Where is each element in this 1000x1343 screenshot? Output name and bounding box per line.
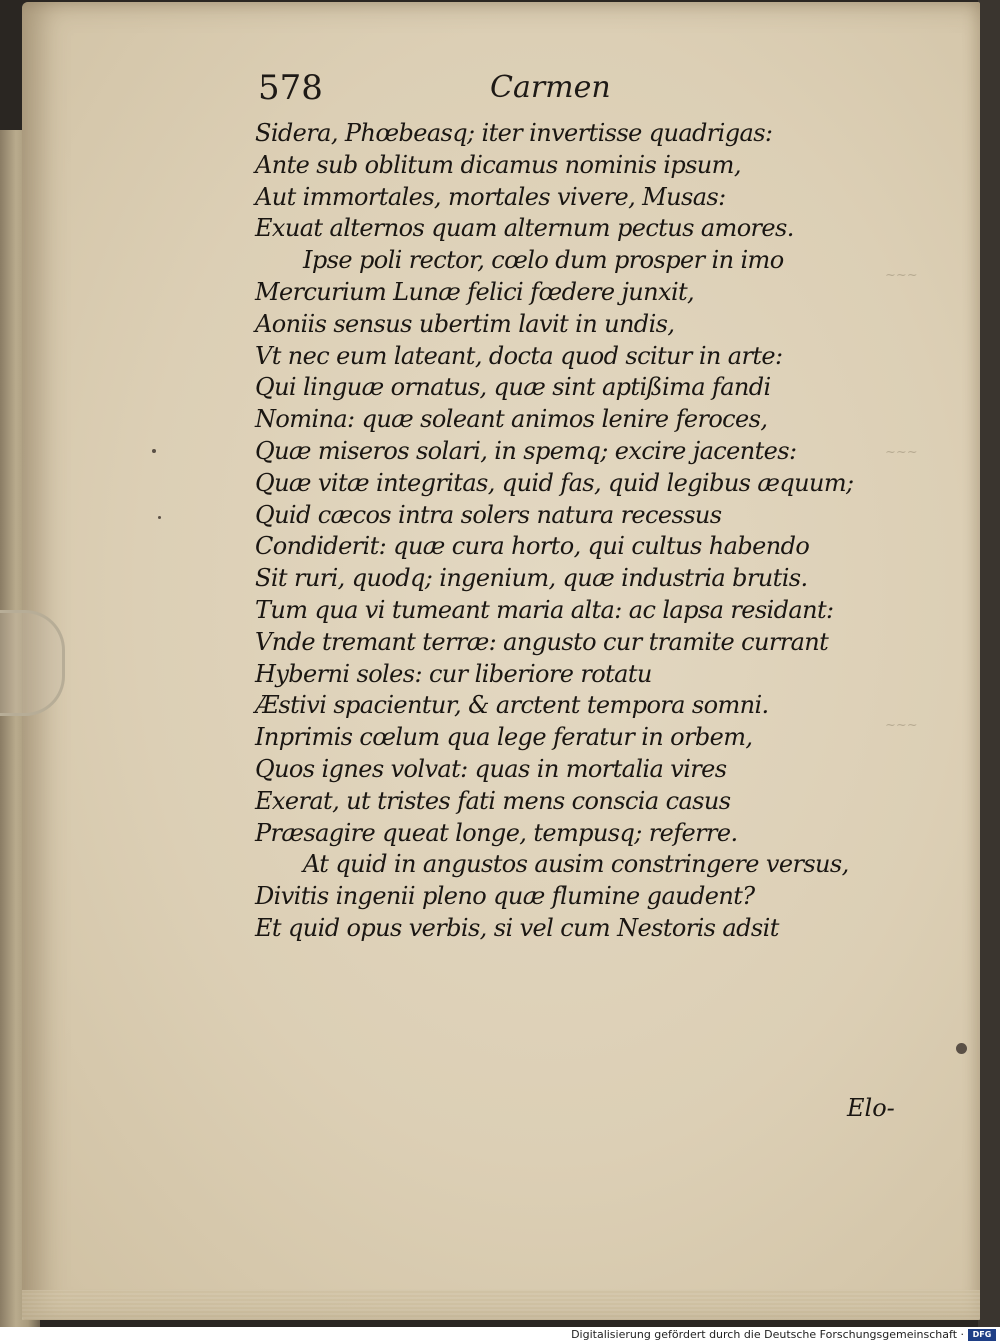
show-through-mark: ~~~	[885, 445, 918, 460]
footer-bar	[0, 1327, 1000, 1343]
page-speck	[158, 516, 161, 519]
digitization-credit: Digitalisierung gefördert durch die Deutsche Forschungsgemeinschaft ·	[571, 1328, 964, 1341]
catchword: Elo-	[847, 1094, 895, 1122]
show-through-mark: ~~~	[885, 268, 918, 283]
text-line: Exuat alternos quam alternum pectus amores.	[255, 214, 794, 243]
running-head: Carmen	[490, 70, 611, 105]
page-speck	[956, 1043, 967, 1054]
text-line: Quid cæcos intra solers natura recessus	[255, 500, 722, 529]
poem-text	[255, 118, 875, 945]
text-line: Præsagire queat longe, tempusq; referre.	[255, 818, 738, 847]
text-line: Quæ miseros solari, in spemq; excire jacentes:	[255, 436, 797, 465]
scan-background	[978, 0, 1000, 1343]
page-number: 578	[258, 68, 323, 108]
text-line: Æstivi spacientur, & arctent tempora somni.	[255, 691, 769, 720]
dfg-logo: DFG	[968, 1329, 996, 1341]
text-line: Sit ruri, quodq; ingenium, quæ industria brutis.	[255, 564, 808, 593]
text-line: Divitis ingenii pleno quæ flumine gaudent?	[255, 882, 755, 911]
text-line: Quos ignes volvat: quas in mortalia vires	[255, 754, 727, 783]
text-line: Et quid opus verbis, si vel cum Nestoris adsit	[255, 913, 779, 942]
text-line: Sidera, Phœbeasq; iter invertisse quadrigas:	[255, 119, 773, 147]
text-line: Tum qua vi tumeant maria alta: ac lapsa residant:	[255, 595, 834, 624]
page-clip	[0, 610, 65, 716]
show-through-mark: ~~~	[885, 718, 918, 733]
page-header	[258, 68, 658, 112]
page-bottom-edge	[22, 1290, 980, 1320]
text-line: Exerat, ut tristes fati mens conscia casus	[255, 786, 731, 815]
text-line: Quæ vitæ integritas, quid fas, quid legibus æquum;	[255, 468, 854, 497]
page-speck	[152, 449, 156, 453]
text-line: Aoniis sensus ubertim lavit in undis,	[255, 309, 675, 338]
text-line: Vt nec eum lateant, docta quod scitur in arte:	[255, 341, 783, 370]
text-line: Ante sub oblitum dicamus nominis ipsum,	[255, 150, 741, 179]
text-line: Aut immortales, mortales vivere, Musas:	[255, 182, 726, 211]
text-line: Inprimis cœlum qua lege feratur in orbem,	[255, 723, 753, 752]
text-line: Hyberni soles: cur liberiore rotatu	[255, 659, 652, 688]
text-line: Vnde tremant terræ: angusto cur tramite currant	[255, 627, 829, 656]
text-line: At quid in angustos ausim constringere versus,	[303, 850, 849, 879]
text-line: Mercurium Lunæ felici fœdere junxit,	[255, 277, 695, 306]
text-line: Qui linguæ ornatus, quæ sint aptißima fandi	[255, 373, 771, 402]
text-line: Condiderit: quæ cura horto, qui cultus habendo	[255, 532, 810, 561]
text-line: Ipse poli rector, cœlo dum prosper in imo	[303, 246, 784, 275]
text-line: Nomina: quæ soleant animos lenire feroces,	[255, 405, 768, 434]
